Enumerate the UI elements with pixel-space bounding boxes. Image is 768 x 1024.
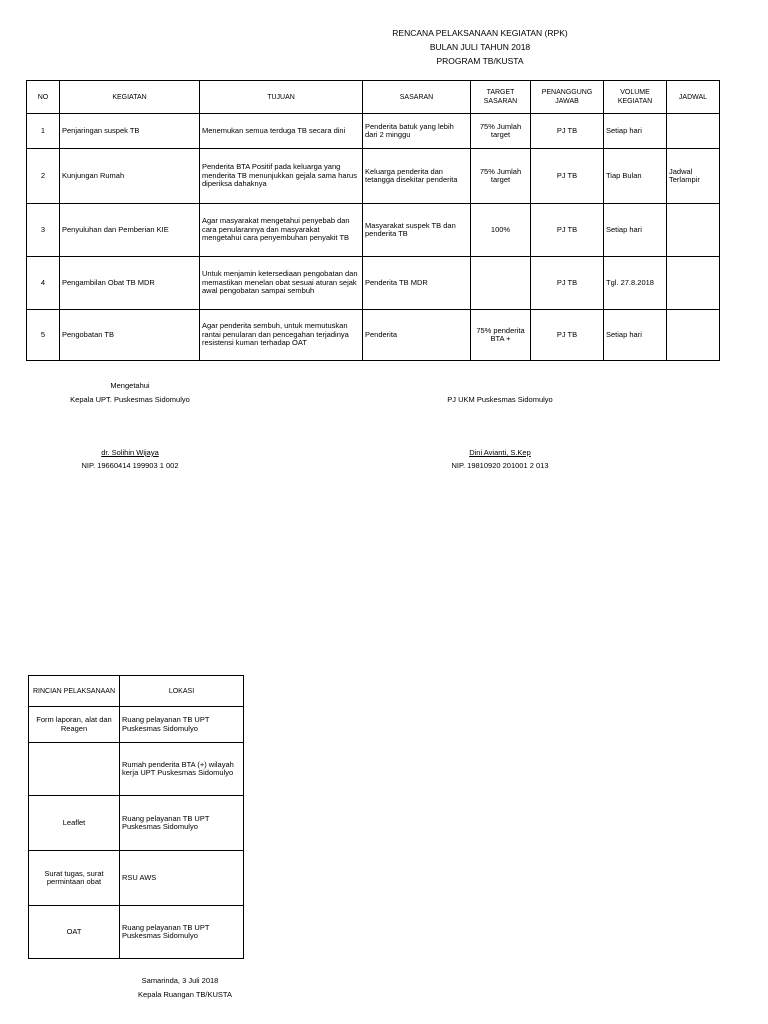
cell-kegiatan: Pengobatan TB [60, 310, 200, 361]
cell-tujuan: Agar masyarakat mengetahui penyebab dan cara penularannya dan masyarakat mengetahui cara penyembuhan penyakit TB [200, 204, 363, 257]
cell-penanggung-jawab: PJ TB [531, 114, 604, 149]
cell-target: 75% Jumlah target [471, 114, 531, 149]
cell-kegiatan: Pengambilan Obat TB MDR [60, 257, 200, 310]
cell-jadwal [667, 257, 720, 310]
cell-penanggung-jawab: PJ TB [531, 257, 604, 310]
cell-kegiatan: Penjaringan suspek TB [60, 114, 200, 149]
cell-volume: Setiap hari [604, 204, 667, 257]
cell-no: 3 [27, 204, 60, 257]
cell-rincian: Leaflet [29, 796, 120, 851]
cell-no: 4 [27, 257, 60, 310]
col-header-no: NO [27, 81, 60, 114]
footer-signer-title: Kepala Ruangan TB/KUSTA [138, 990, 232, 999]
cell-no: 5 [27, 310, 60, 361]
cell-rincian: Surat tugas, surat permintaan obat [29, 851, 120, 906]
footer-place-date: Samarinda, 3 Juli 2018 [141, 976, 219, 985]
table-row [27, 257, 720, 310]
col-header-jadwal: JADWAL [667, 81, 720, 114]
cell-volume: Tiap Bulan [604, 149, 667, 204]
left-signer-label: Mengetahui [110, 381, 150, 390]
implementation-detail-table [28, 675, 244, 959]
cell-penanggung-jawab: PJ TB [531, 149, 604, 204]
cell-volume: Setiap hari [604, 114, 667, 149]
cell-target [471, 257, 531, 310]
cell-lokasi: Ruang pelayanan TB UPT Puskesmas Sidomulyo [120, 796, 244, 851]
left-signer-name: dr. Solihin Wijaya [101, 448, 159, 457]
table-row [27, 114, 720, 149]
doc-subtitle-program: PROGRAM TB/KUSTA [436, 56, 524, 66]
cell-sasaran: Penderita [363, 310, 471, 361]
table-row [27, 204, 720, 257]
cell-kegiatan: Kunjungan Rumah [60, 149, 200, 204]
cell-sasaran: Penderita batuk yang lebih dari 2 minggu [363, 114, 471, 149]
cell-sasaran: Masyarakat suspek TB dan penderita TB [363, 204, 471, 257]
cell-no: 1 [27, 114, 60, 149]
cell-target: 75% penderita BTA + [471, 310, 531, 361]
col-header-lokasi: LOKASI [120, 676, 244, 707]
cell-lokasi: Ruang pelayanan TB UPT Puskesmas Sidomulyo [120, 707, 244, 743]
cell-tujuan: Menemukan semua terduga TB secara dini [200, 114, 363, 149]
cell-jadwal [667, 204, 720, 257]
cell-penanggung-jawab: PJ TB [531, 204, 604, 257]
cell-penanggung-jawab: PJ TB [531, 310, 604, 361]
table-row [29, 743, 244, 796]
cell-jadwal [667, 114, 720, 149]
cell-rincian [29, 743, 120, 796]
left-signer-title: Kepala UPT. Puskesmas Sidomulyo [70, 395, 190, 404]
cell-sasaran: Keluarga penderita dan tetangga disekitar penderita [363, 149, 471, 204]
col-header-rincian: RINCIAN PELAKSANAAN [29, 676, 120, 707]
cell-no: 2 [27, 149, 60, 204]
right-signer-nip: NIP. 19810920 201001 2 013 [451, 461, 549, 470]
cell-lokasi: Rumah penderita BTA (+) wilayah kerja UPT Puskesmas Sidomulyo [120, 743, 244, 796]
col-header-tujuan: TUJUAN [200, 81, 363, 114]
cell-rincian: Form laporan, alat dan Reagen [29, 707, 120, 743]
table-header-row [29, 676, 244, 707]
table-row [29, 906, 244, 959]
cell-volume: Tgl. 27.8.2018 [604, 257, 667, 310]
col-header-kegiatan: KEGIATAN [60, 81, 200, 114]
cell-lokasi: RSU AWS [120, 851, 244, 906]
cell-volume: Setiap hari [604, 310, 667, 361]
cell-target: 75% Jumlah target [471, 149, 531, 204]
cell-tujuan: Agar penderita sembuh, untuk memutuskan rantai penularan dan pencegahan terjadinya resistensi kuman terhadap OAT [200, 310, 363, 361]
activity-plan-table [26, 80, 720, 361]
doc-title: RENCANA PELAKSANAAN KEGIATAN (RPK) [392, 28, 568, 38]
col-header-target: TARGET SASARAN [471, 81, 531, 114]
table-row [27, 149, 720, 204]
cell-target: 100% [471, 204, 531, 257]
right-signer-name: Dini Avianti, S.Kep [469, 448, 531, 457]
cell-lokasi: Ruang pelayanan TB UPT Puskesmas Sidomulyo [120, 906, 244, 959]
cell-jadwal: Jadwal Terlampir [667, 149, 720, 204]
col-header-volume: VOLUME KEGIATAN [604, 81, 667, 114]
col-header-sasaran: SASARAN [363, 81, 471, 114]
doc-subtitle-month: BULAN JULI TAHUN 2018 [429, 42, 531, 52]
table-row [27, 310, 720, 361]
table-row [29, 707, 244, 743]
cell-sasaran: Penderita TB MDR [363, 257, 471, 310]
table-row [29, 796, 244, 851]
cell-tujuan: Penderita BTA Positif pada keluarga yang menderita TB menunjukkan gejala sama harus diperiksa dahaknya [200, 149, 363, 204]
col-header-penanggung-jawab: PENANGGUNG JAWAB [531, 81, 604, 114]
cell-tujuan: Untuk menjamin ketersediaan pengobatan dan memastikan menelan obat sesuai aturan sejak awal pengobatan sampai sembuh [200, 257, 363, 310]
right-signer-title: PJ UKM Puskesmas Sidomulyo [447, 395, 553, 404]
cell-kegiatan: Penyuluhan dan Pemberian KIE [60, 204, 200, 257]
table-header-row [27, 81, 720, 114]
left-signer-nip: NIP. 19660414 199903 1 002 [81, 461, 179, 470]
cell-rincian: OAT [29, 906, 120, 959]
table-row [29, 851, 244, 906]
cell-jadwal [667, 310, 720, 361]
